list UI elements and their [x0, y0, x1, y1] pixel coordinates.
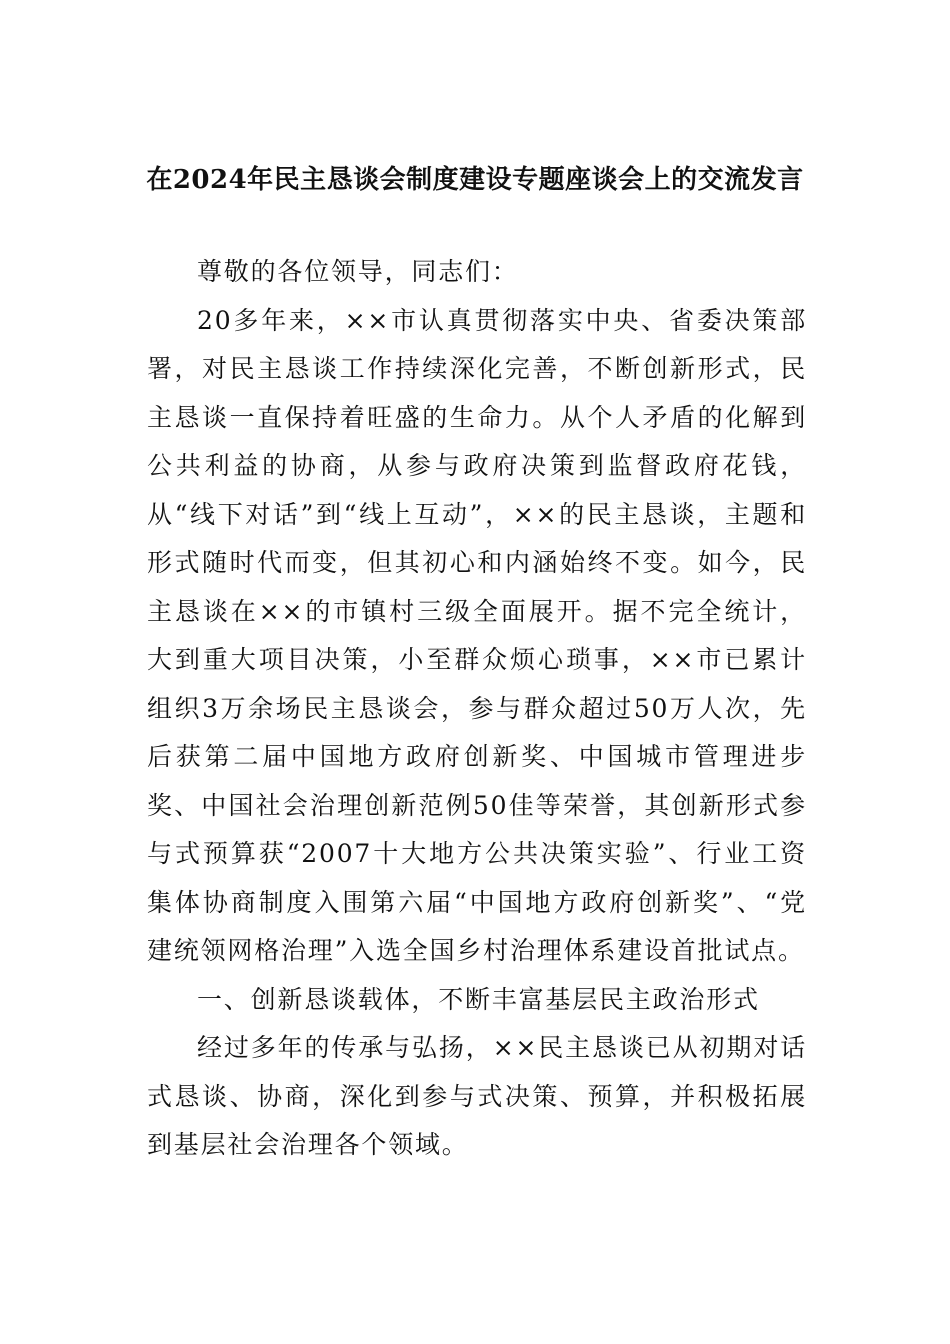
- section-heading-1: 一、创新恳谈载体，不断丰富基层民主政治形式: [197, 984, 760, 1014]
- section-1-paragraph: 经过多年的传承与弘扬，××民主恳谈已从初期对话式恳谈、协商，深化到参与式决策、预算，并积极拓展到基层社会治理各个领域。: [147, 1033, 807, 1159]
- greeting-line: 尊敬的各位领导，同志们：: [197, 257, 519, 286]
- intro-paragraph: 20多年来，××市认真贯彻落实中央、省委决策部署，对民主恳谈工作持续深化完善，不断创新形式，民主恳谈一直保持着旺盛的生命力。从个人矛盾的化解到公共利益的协商，从参与政府决策到监督政府花钱，从“线下对话”到“线上互动”，××的民主恳谈，主题和形式随时代而变，但其初心和内涵始终不变。如今，民主恳谈在××的市镇村三级全面展开。据不完全统计，大到重大项目决策，小至群众烦心琐事，××市已累计组织3万余场民主恳谈会，参与群众超过50万人次，先后获第二届中国地方政府创新奖、中国城市管理进步奖、中国社会治理创新范例50佳等荣誉，其创新形式参与式预算获“2007十大地方公共决策实验”、行业工资集体协商制度入围第六届“中国地方政府创新奖”、“党建统领网格治理”入选全国乡村治理体系建设首批试点。: [147, 305, 807, 965]
- document-body: [147, 248, 807, 1170]
- document-title: 在2024年民主恳谈会制度建设专题座谈会上的交流发言: [146, 165, 804, 195]
